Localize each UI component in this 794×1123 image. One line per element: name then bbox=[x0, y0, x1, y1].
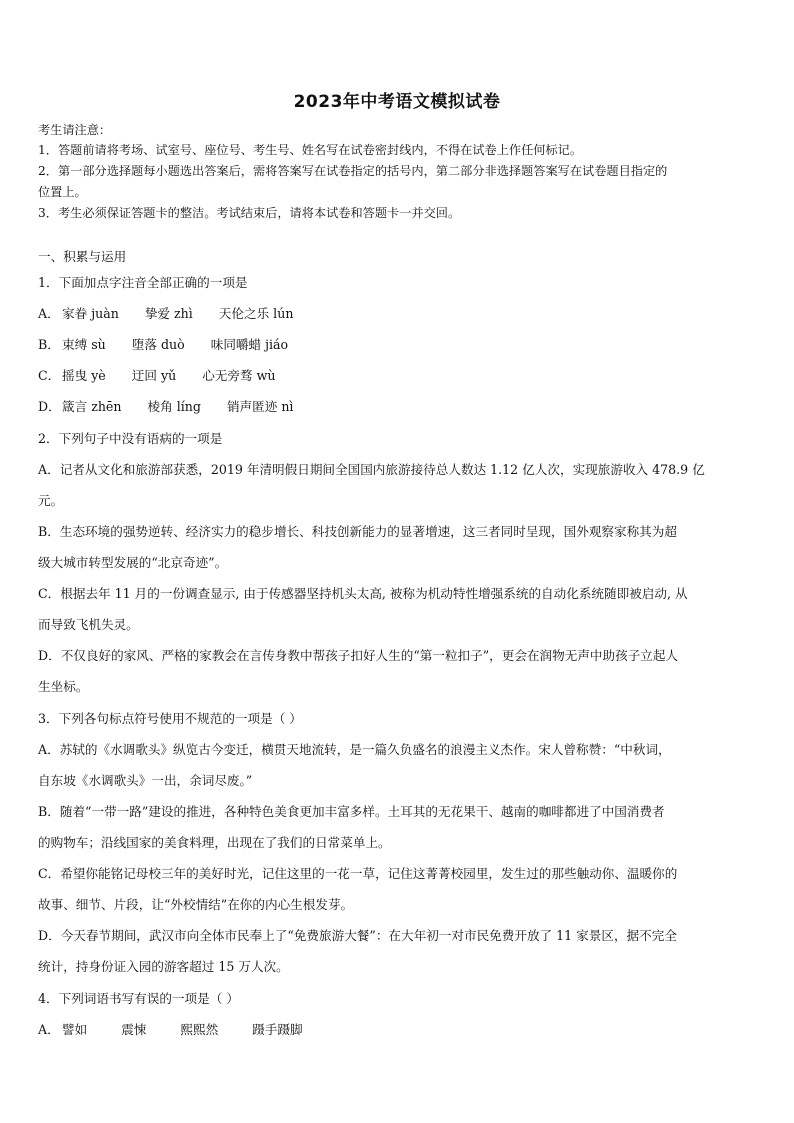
option-item: 心无旁骛 wù bbox=[202, 368, 276, 383]
q2-line: C．根据去年 11 月的一份调查显示, 由于传感器坚持机头太高, 被称为机动特性增强系统的自动化系统随即被启动, 从 bbox=[38, 586, 688, 601]
q4-option-a bbox=[38, 1019, 758, 1038]
option-item: 譬如 bbox=[62, 1022, 88, 1037]
q3-stem: 3．下列各句标点符号使用不规范的一项是（ ） bbox=[38, 711, 302, 726]
option-item: 迂回 yǔ bbox=[131, 368, 177, 383]
q3-line: B．随着“一带一路”建设的推进，各种特色美食更加丰富多样。土耳其的无花果干、越南的咖啡都进了中国消费者 bbox=[38, 804, 665, 819]
option-label: A． bbox=[38, 1022, 60, 1037]
option-item: 挚爱 zhì bbox=[144, 306, 193, 321]
option-item: 箴言 zhēn bbox=[62, 399, 122, 414]
q1-option-a bbox=[38, 303, 758, 322]
q2-line: 元。 bbox=[38, 493, 64, 508]
q2-line: 生坐标。 bbox=[38, 679, 89, 694]
option-item: 束缚 sù bbox=[62, 337, 106, 352]
notice-heading: 考生请注意： bbox=[38, 123, 112, 137]
q2-line: 级大城市转型发展的“北京奇迹”。 bbox=[38, 555, 228, 570]
notice-item-2-cont: 位置上。 bbox=[38, 185, 87, 199]
q1-option-c bbox=[38, 365, 758, 384]
option-item: 蹑手蹑脚 bbox=[252, 1022, 303, 1037]
notice-item-1: 1．答题前请将考场、试室号、座位号、考生号、姓名写在试卷密封线内，不得在试卷上作任何标记。 bbox=[38, 143, 583, 157]
q3-line: 自东坡《水调歌头》一出，余词尽废。” bbox=[38, 773, 253, 788]
option-item: 摇曳 yè bbox=[62, 368, 106, 383]
option-item: 销声匿迹 nì bbox=[226, 399, 294, 414]
notice-item-3: 3．考生必须保证答题卡的整洁。考试结束后，请将本试卷和答题卡一并交回。 bbox=[38, 206, 461, 220]
option-label: A． bbox=[38, 306, 60, 321]
option-item: 熙熙然 bbox=[180, 1022, 219, 1037]
q3-line: A．苏轼的《水调歌头》纵览古今变迁，横贯天地流转，是一篇久负盛名的浪漫主义杰作。宋人曾称赞：“中秋词， bbox=[38, 742, 671, 757]
option-item: 味同嚼蜡 jiáo bbox=[210, 337, 289, 352]
section-heading: 一、积累与运用 bbox=[38, 249, 127, 264]
notice-item-2: 2．第一部分选择题每小题选出答案后，需将答案写在试卷指定的括号内，第二部分非选择题答案写在试卷题目指定的 bbox=[38, 164, 668, 178]
q2-line: A．记者从文化和旅游部获悉，2019 年清明假日期间全国国内旅游接待总人数达 1.12 亿人次，实现旅游收入 478.9 亿 bbox=[38, 462, 705, 477]
q3-line: D．今天春节期间，武汉市向全体市民奉上了“免费旅游大餐”：在大年初一对市民免费开放了 11 家景区，据不完全 bbox=[38, 928, 677, 943]
option-item: 震悚 bbox=[121, 1022, 147, 1037]
option-label: B． bbox=[38, 337, 60, 352]
q3-line: 的购物车；沿线国家的美食料理，出现在了我们的日常菜单上。 bbox=[38, 835, 391, 850]
q3-line: 故事、细节、片段，让“外校情结”在你的内心生根发芽。 bbox=[38, 897, 354, 912]
option-item: 棱角 líng bbox=[147, 399, 201, 414]
q1-option-b bbox=[38, 334, 758, 353]
option-label: C． bbox=[38, 368, 61, 383]
option-item: 天伦之乐 lún bbox=[218, 306, 294, 321]
q2-line: D．不仅良好的家风、严格的家教会在言传身教中帮孩子扣好人生的“第一粒扣子”，更会在润物无声中助孩子立起人 bbox=[38, 648, 679, 663]
q1-stem: 1．下面加点字注音全部正确的一项是 bbox=[38, 275, 248, 290]
q4-stem: 4．下列词语书写有误的一项是（ ） bbox=[38, 991, 239, 1006]
option-label: D． bbox=[38, 399, 61, 414]
q2-line: B．生态环境的强势逆转、经济实力的稳步增长、科技创新能力的显著增速，这三者同时呈现，国外观察家称其为超 bbox=[38, 524, 677, 539]
option-item: 堕落 duò bbox=[131, 337, 185, 352]
q2-stem: 2．下列句子中没有语病的一项是 bbox=[38, 431, 223, 446]
page-title: 2023年中考语文模拟试卷 bbox=[293, 92, 501, 112]
q2-line: 而导致飞机失灵。 bbox=[38, 617, 139, 632]
q3-line: 统计，持身份证入园的游客超过 15 万人次。 bbox=[38, 959, 289, 974]
q3-line: C．希望你能铭记母校三年的美好时光，记住这里的一花一草，记住这菁菁校园里，发生过的那些触动你、温暖你的 bbox=[38, 866, 678, 881]
q1-option-d bbox=[38, 396, 758, 415]
option-item: 家眷 juàn bbox=[62, 306, 119, 321]
